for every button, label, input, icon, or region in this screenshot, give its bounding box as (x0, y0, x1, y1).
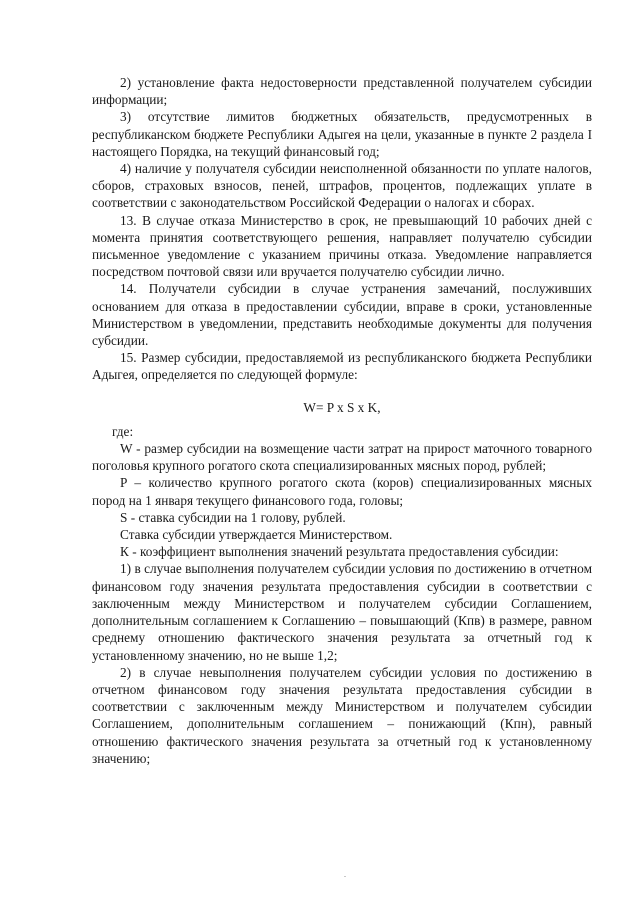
paragraph-section-13: 13. В случае отказа Министерство в срок, не превышающий 10 рабочих дней с момента принятия соответствующего решения, направляет получателю субсидии письменное уведомление с указанием причины отказа. Уведомление направляется посредством почтовой связи или вручается получателю субсидии лично. (92, 212, 592, 280)
k-case-increase: 1) в случае выполнения получателем субсидии условия по достижению в отчетном финансовом году значения результата предоставления субсидии в соответствии с заключенным между Министерством и получателем субсидии Соглашением, дополнительным соглашением к Соглашению – повышающий (Кпв) в размере, равном среднему отношению фактического значения результата за отчетный год к установленному значению, но не выше 1,2; (92, 561, 592, 663)
formula: W= P x S x K, (303, 399, 381, 415)
scan-speck (344, 876, 346, 877)
k-case-decrease: 2) в случае невыполнения получателем субсидии условия по достижению в отчетном финансовом году значения результата предоставления субсидии в соответствии с заключенным между Министерством и получателем субсидии Соглашением, дополнительным соглашением – понижающий (Кпн), равный отношению фактического значения результата за отчетный год к установленному значению; (92, 664, 592, 766)
where-label: где: (112, 423, 134, 439)
paragraph-section-15: 15. Размер субсидии, предоставляемой из республиканского бюджета Республики Адыгея, определяется по следующей формуле: (92, 350, 592, 383)
paragraph-item-2: 2) установление факта недостоверности представленной получателем субсидии информации; (92, 75, 592, 108)
paragraph-section-14: 14. Получатели субсидии в случае устранения замечаний, послуживших основанием для отказа в предоставлении субсидии, вправе в сроки, установленные Министерством в уведомлении, представить необходимые документы для получения субсидии. (92, 281, 592, 349)
document-page (92, 74, 592, 767)
definition-p: P – количество крупного рогатого скота (коров) специализированных мясных пород на 1 января текущего финансового года, головы; (92, 475, 592, 508)
definition-k: К - коэффициент выполнения значений результата предоставления субсидии: (120, 544, 559, 560)
paragraph-item-3: 3) отсутствие лимитов бюджетных обязательств, предусмотренных в республиканском бюджете Республики Адыгея на цели, указанные в пункте 2 раздела I настоящего Порядка, на текущий финансовый год; (92, 109, 592, 159)
rate-approval-note: Ставка субсидии утверждается Министерством. (120, 527, 393, 543)
definition-s: S - ставка субсидии на 1 голову, рублей. (120, 509, 346, 525)
definition-w: W - размер субсидии на возмещение части затрат на прирост маточного товарного поголовья крупного рогатого скота специализированных мясных пород, рублей; (92, 441, 592, 474)
paragraph-item-4: 4) наличие у получателя субсидии неисполненной обязанности по уплате налогов, сборов, страховых взносов, пеней, штрафов, процентов, подлежащих уплате в соответствии с законодательством Российской Федерации о налогах и сборах. (92, 161, 592, 211)
